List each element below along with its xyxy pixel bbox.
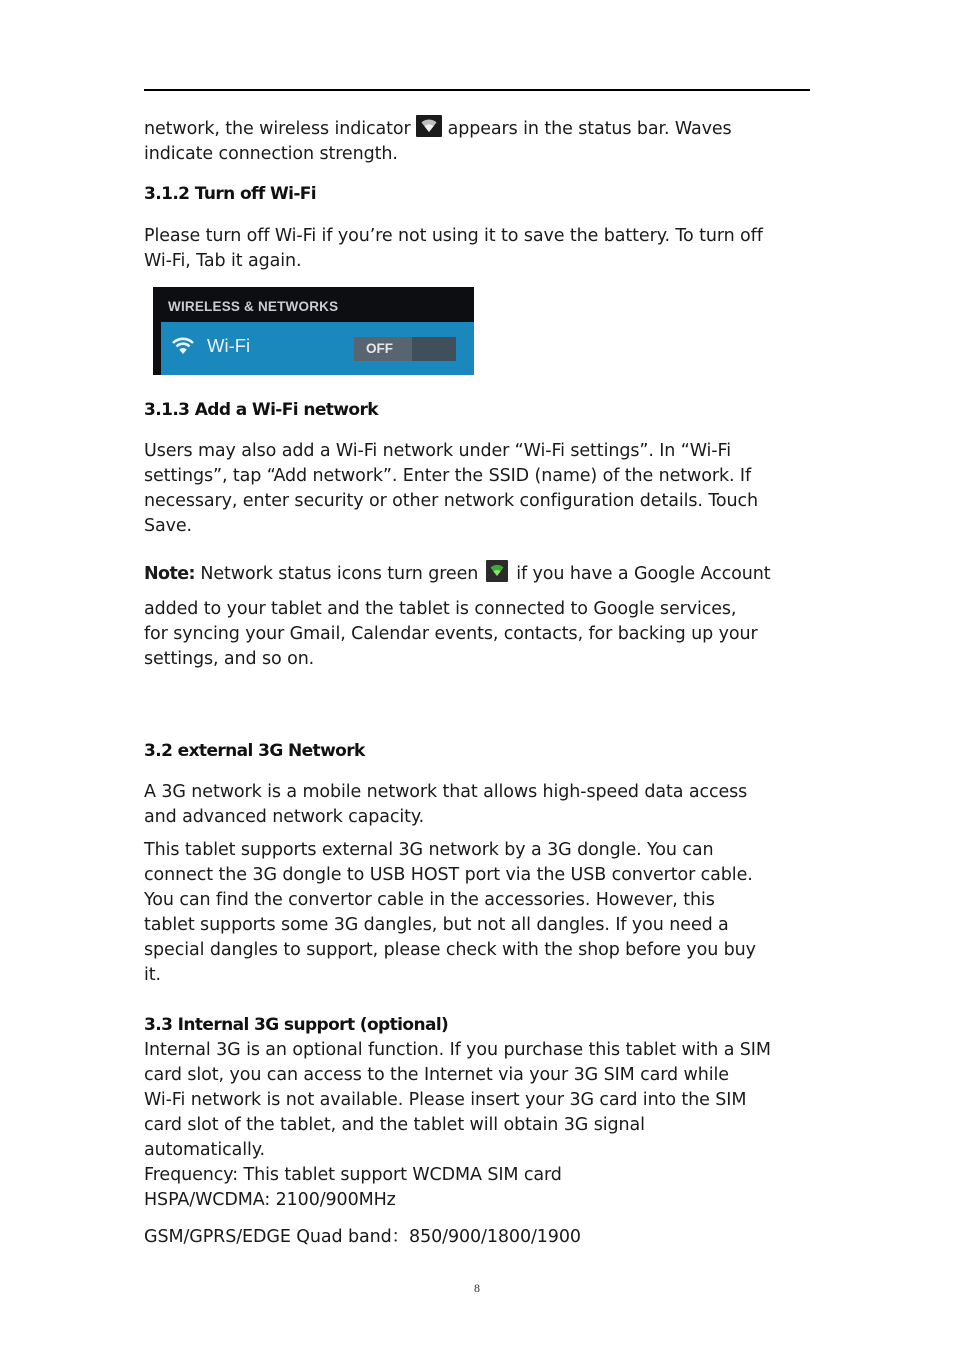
paragraph-turn-off-wifi: Please turn off Wi-Fi if you’re not using it to save the battery. To turn off Wi-Fi, Tab it again. [144,226,763,271]
paragraph-add-network: Users may also add a Wi-Fi network under “Wi-Fi settings”. In “Wi-Fi settings”, tap “Add network”. Enter the SSID (name) of the network. If necessary, enter security or other network configuration details. Touch Save. [144,441,759,536]
heading-3-1-3: 3.1.3 Add a Wi-Fi network [144,400,378,420]
header-rule [144,89,810,91]
green-wifi-icon [486,560,508,582]
paragraph-3g-network: A 3G network is a mobile network that allows high-speed data access and advanced network capacity. [144,782,748,827]
wifi-indicator-icon [416,115,442,137]
wifi-settings-row[interactable] [161,322,474,375]
heading-3-3: 3.3 Internal 3G support (optional) [144,1015,449,1035]
paragraph-gsm-bands: GSM/GPRS/EDGE Quad band：850/900/1800/1900 [144,1227,581,1247]
paragraph-internal-3g: Internal 3G is an optional function. If you purchase this tablet with a SIM card slot, you can access to the Internet via your 3G SIM card while Wi-Fi network is not available. Please insert your 3G card into the SIM card slot of the tablet, and the tablet will obtain 3G signal automatically. Frequency: This tablet support WCDMA SIM card HSPA/WCDMA: 2100/900MHz [144,1040,771,1210]
paragraph-google-services: added to your tablet and the tablet is connected to Google services, for syncing your Gmail, Calendar events, contacts, for backing up your settings, and so on. [144,599,758,669]
note-paragraph: Note: Network status icons turn green if you have a Google Account [144,560,814,587]
wifi-toggle[interactable] [354,337,456,361]
wifi-settings-screenshot [153,287,474,375]
heading-3-2: 3.2 external 3G Network [144,741,365,761]
note-label: Note: [144,564,195,584]
toggle-off-label: OFF [366,341,393,356]
heading-3-1-2: 3.1.2 Turn off Wi-Fi [144,184,317,204]
paragraph-wireless-indicator: network, the wireless indicator appears in the status bar. Waves indicate connection strength. [144,115,814,167]
wifi-icon [171,336,195,360]
wifi-label: Wi-Fi [207,335,251,356]
wireless-networks-header: WIRELESS & NETWORKS [168,299,339,314]
paragraph-external-3g: This tablet supports external 3G network by a 3G dongle. You can connect the 3G dongle to USB HOST port via the USB convertor cable. You can find the convertor cable in the accessories. However, this tablet supports some 3G dangles, but not all dangles. If you need a special dangles to support, please check with the shop before you buy it. [144,840,756,985]
page-number: 8 [474,1281,480,1295]
